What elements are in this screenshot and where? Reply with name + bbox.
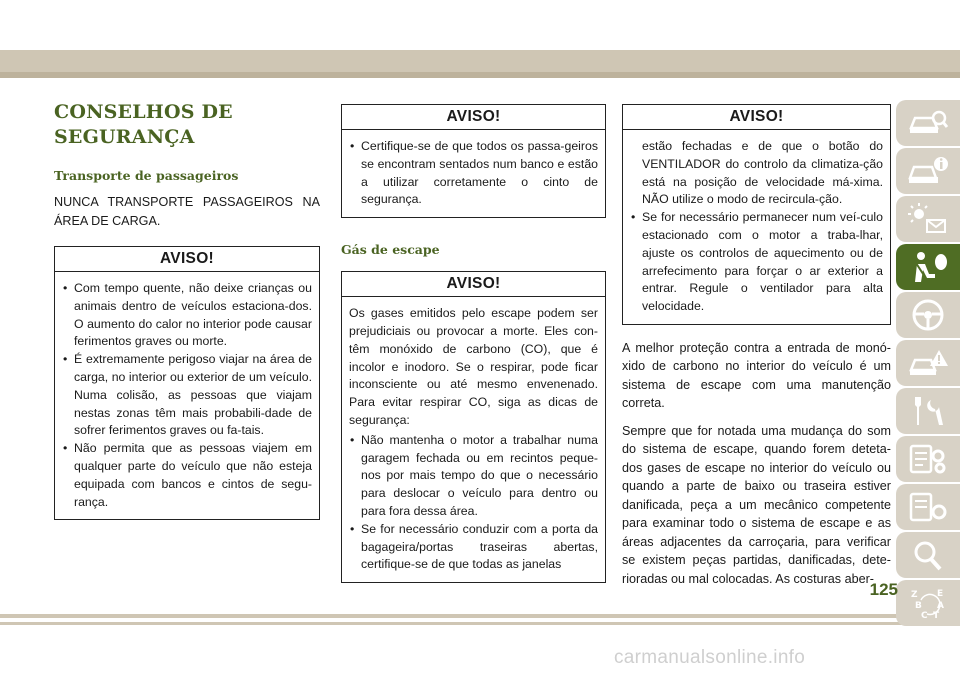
alphabet-index-icon — [907, 586, 949, 620]
warning-item: • É extremamente perigoso viajar na área de carga, no interior ou exterior de um veículo. Numa colisão, as pessoas que viajam nestas zonas têm mais probabili-dade de sofrer ferimentos graves ou fa-tais. — [62, 351, 312, 440]
page-title-line-1: CONSELHOS DE — [54, 101, 233, 123]
chapter-tabs — [896, 100, 960, 628]
tab-index[interactable] — [896, 580, 960, 626]
tab-light-envelope[interactable] — [896, 196, 960, 242]
warning-item: • Certifique-se de que todos os passa-geiros se encontram sentados num banco e estão a utilizar corretamente o cinto de segurança. — [349, 138, 598, 209]
wrench-icon — [907, 394, 949, 428]
svg-text:A: A — [937, 601, 944, 611]
tab-car-magnifier[interactable] — [896, 100, 960, 146]
tab-list-gears[interactable] — [896, 436, 960, 482]
magnifier-icon — [907, 538, 949, 572]
warning-continuation: estão fechadas e de que o botão do VENTILADOR do controlo da climatiza-ção está na posição de velocidade má-xima. NÃO utilize o modo de recircula-ção. — [642, 139, 883, 207]
warning-title: AVISO! — [623, 105, 890, 130]
header-band — [0, 50, 960, 78]
tab-steering-wheel[interactable] — [896, 292, 960, 338]
seatbelt-airbag-icon — [907, 250, 949, 284]
tab-search[interactable] — [896, 532, 960, 578]
checklist-gears-icon — [907, 490, 949, 524]
footer-rule-2 — [0, 622, 960, 625]
svg-text:B: B — [915, 601, 922, 611]
steering-wheel-icon — [907, 298, 949, 332]
column-3 — [622, 104, 891, 597]
list-gears-icon — [907, 442, 949, 476]
tab-warning-car[interactable] — [896, 340, 960, 386]
tab-wrench[interactable] — [896, 388, 960, 434]
footer-rule — [0, 614, 960, 618]
car-magnifier-icon — [907, 106, 949, 140]
paragraph-exhaust-check: Sempre que for notada uma mudança do som do sistema de escape, quando forem deteta-dos gases de escape no interior do veículo ou quando a parte de baixo ou traseira estiver danificada, peça a um mecânico competente para examinar todo o sistema de escape e as áreas adjacentes da carroçaria, para verificar se existem peças partidas, danificadas, dete-rioradas ou mal colocadas. As costuras aber- — [622, 423, 891, 586]
warning-title: AVISO! — [342, 272, 605, 297]
watermark: carmanualsonline.info — [614, 647, 806, 668]
subhead-passengers: Transporte de passageiros — [54, 168, 239, 183]
svg-text:T: T — [933, 611, 940, 620]
warning-item: • Não mantenha o motor a trabalhar numa garagem fechada ou em recintos peque-nos por mais tempo do que o necessário para deslocar o veículo para dentro ou para fora dessa área. — [349, 432, 598, 521]
tab-safety[interactable] — [896, 244, 960, 290]
tab-car-info[interactable] — [896, 148, 960, 194]
column-2 — [341, 104, 606, 597]
page-title-line-2: SEGURANÇA — [54, 126, 195, 148]
warning-list — [349, 138, 598, 209]
warning-item: • Se for necessário permanecer num veí-culo estacionado com o motor a traba-lhar, ajuste os controlos de aquecimento ou de arrefecimento para forçar o ar exterior a entrar. Regule o ventilador para alta velocidade. — [630, 209, 883, 316]
warning-list — [62, 280, 312, 511]
svg-text:C: C — [921, 611, 928, 620]
warning-box-passengers — [54, 246, 320, 520]
page-number: 125 — [869, 580, 898, 599]
warning-title: AVISO! — [342, 105, 605, 130]
page-title — [54, 100, 320, 150]
warning-item: • Com tempo quente, não deixe crianças ou animais dentro de veículos estaciona-dos. O aumento do calor no interior pode causar ferimentos graves ou morte. — [62, 280, 312, 351]
warning-box-exhaust-continued — [622, 104, 891, 325]
light-envelope-icon — [907, 202, 949, 236]
warning-list — [630, 209, 883, 316]
warning-box-exhaust — [341, 271, 606, 583]
warning-intro: Os gases emitidos pelo escape podem ser prejudiciais ou provocar a morte. Eles con-têm monóxido de carbono (CO), que é incolor e inodoro. Se o respirar, pode ficar inconsciente ou até mesmo envenenado. Para evitar respirar CO, siga as dicas de segurança: — [349, 306, 598, 427]
warning-item: • Se for necessário conduzir com a porta da bagageira/portas traseiras abertas, certifique-se de que todas as janelas — [349, 521, 598, 574]
warning-item: • Não permita que as pessoas viajem em qualquer parte do veículo que não esteja equipada com bancos e cintos de segu-rança. — [62, 440, 312, 511]
warning-title: AVISO! — [55, 247, 319, 272]
tab-checklist-gears[interactable] — [896, 484, 960, 530]
intro-paragraph: NUNCA TRANSPORTE PASSAGEIROS NA ÁREA DE CARGA. — [54, 195, 320, 228]
paragraph-protection: A melhor proteção contra a entrada de monó-xido de carbono no interior do veículo é um sistema de escape com uma manutenção correta. — [622, 340, 891, 411]
svg-text:E: E — [937, 589, 944, 599]
warning-list — [349, 432, 598, 574]
car-info-icon — [907, 154, 949, 188]
subhead-exhaust: Gás de escape — [341, 242, 440, 258]
warning-triangle-car-icon — [907, 346, 949, 380]
column-1 — [54, 96, 320, 534]
svg-text:Z: Z — [911, 590, 918, 600]
warning-box-seatbelt — [341, 104, 606, 218]
